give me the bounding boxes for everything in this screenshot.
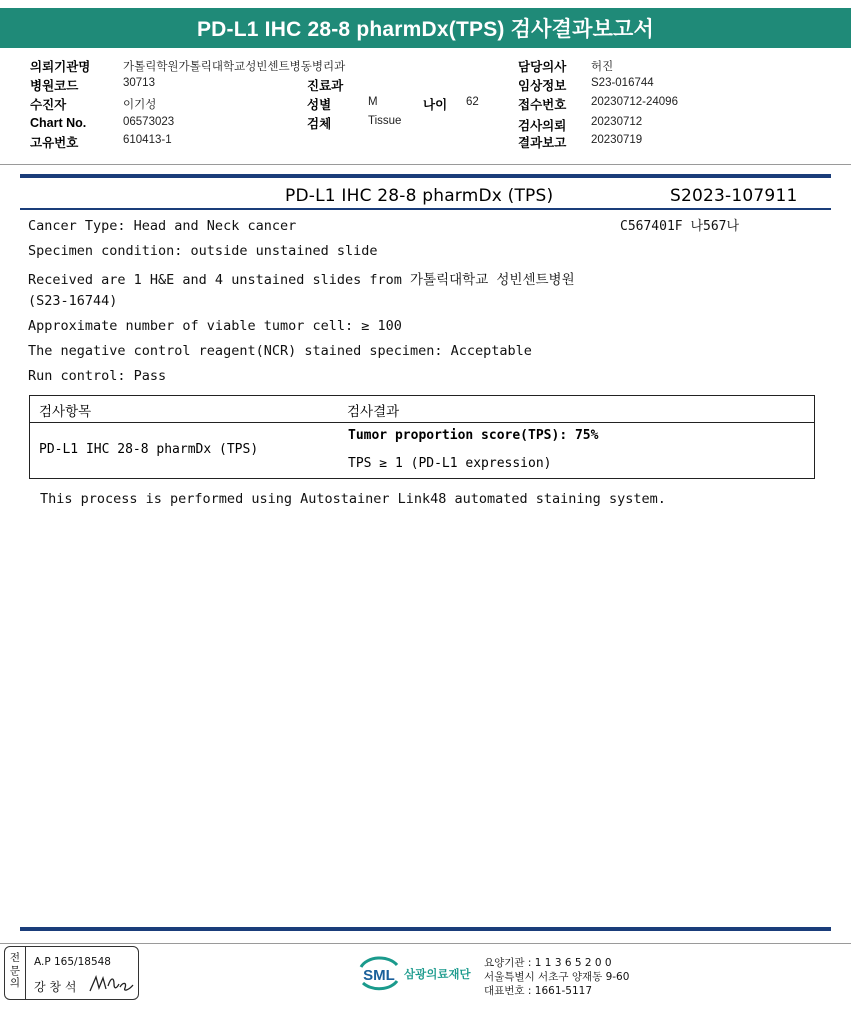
age-label: 나이 [423, 98, 448, 112]
tps-score: Tumor proportion score(TPS): 75% [348, 428, 599, 443]
doctor-value: 허진 [591, 61, 614, 73]
footer-rule [20, 927, 831, 931]
logo-text: SML [363, 967, 395, 984]
hospital-code-label: 병원코드 [30, 79, 79, 93]
department-label: 진료과 [307, 79, 344, 93]
col-result-header: 검사결과 [347, 404, 400, 420]
patient-label: 수진자 [30, 98, 67, 112]
test-item: PD-L1 IHC 28-8 pharmDx (TPS) [39, 442, 259, 457]
request-date-value: 20230712 [591, 116, 643, 128]
signature-box-divider [25, 947, 26, 999]
receipt-no-label: 접수번호 [518, 98, 567, 112]
case-ref-line: (S23-16744) [28, 293, 118, 309]
unique-no-label: 고유번호 [30, 136, 79, 150]
institution-label: 의뢰기관명 [30, 60, 91, 74]
received-line: Received are 1 H&E and 4 unstained slides from 가톨릭대학교 성빈센트병원 [28, 272, 575, 288]
report-number: S2023-107911 [670, 186, 798, 206]
signature-license: A.P 165/18548 [34, 956, 111, 968]
handwritten-signature [87, 972, 135, 996]
report-date-label: 결과보고 [518, 136, 567, 150]
unique-no-value: 610413-1 [123, 134, 172, 146]
col-item-header: 검사항목 [39, 404, 92, 420]
cancer-type-line: Cancer Type: Head and Neck cancer [28, 218, 297, 234]
hospital-code-value: 30713 [123, 77, 155, 89]
report-test-title: PD-L1 IHC 28-8 pharmDx (TPS) [285, 186, 554, 206]
footer-divider [0, 943, 851, 944]
institution-value: 가톨릭학원가톨릭대학교성빈센트병동병리과 [123, 61, 346, 73]
header-divider [0, 164, 851, 165]
clinical-info-value: S23-016744 [591, 77, 654, 89]
tumor-cell-line: Approximate number of viable tumor cell: ≥ 100 [28, 318, 402, 334]
receipt-no-value: 20230712-24096 [591, 96, 678, 108]
report-top-rule [20, 174, 831, 178]
request-date-label: 검사의뢰 [518, 119, 567, 133]
sex-label: 성별 [307, 98, 332, 112]
report-title-bar [0, 8, 851, 48]
address: 서울특별시 서초구 양재동 9-60 [484, 971, 630, 983]
sml-logo-icon [357, 953, 401, 993]
run-control-line: Run control: Pass [28, 368, 167, 384]
tps-interpretation: TPS ≥ 1 (PD-L1 expression) [348, 456, 552, 471]
specimen-condition-line: Specimen condition: outside unstained slide [28, 243, 378, 259]
result-table-header [30, 396, 814, 423]
doctor-label: 담당의사 [518, 60, 567, 74]
org-name: 삼광의료재단 [404, 967, 471, 981]
specimen-value: Tissue [368, 115, 402, 127]
clinical-info-label: 임상정보 [518, 79, 567, 93]
care-institution-no: 요양기관 : 1 1 3 6 5 2 0 0 [484, 957, 612, 969]
age-value: 62 [466, 96, 479, 108]
signature-box [4, 946, 139, 1000]
report-title-rule [20, 208, 831, 210]
report-title: PD-L1 IHC 28-8 pharmDx(TPS) 검사결과보고서 [196, 18, 655, 41]
result-table [29, 395, 815, 479]
ncr-line: The negative control reagent(NCR) stained specimen: Acceptable [28, 343, 532, 359]
signature-name: 강 창 석 [34, 980, 77, 994]
specimen-label: 검체 [307, 117, 332, 131]
signature-role: 전문의 [9, 952, 21, 989]
report-date-value: 20230719 [591, 134, 643, 146]
sex-value: M [368, 96, 378, 108]
report-code: C567401F 나567나 [620, 219, 740, 234]
chart-no-value: 06573023 [123, 116, 175, 128]
phone-number: 대표번호 : 1661-5117 [484, 985, 593, 997]
chart-no-label: Chart No. [30, 116, 87, 130]
patient-value: 이기성 [123, 99, 157, 111]
process-note: This process is performed using Autostainer Link48 automated staining system. [40, 491, 666, 507]
